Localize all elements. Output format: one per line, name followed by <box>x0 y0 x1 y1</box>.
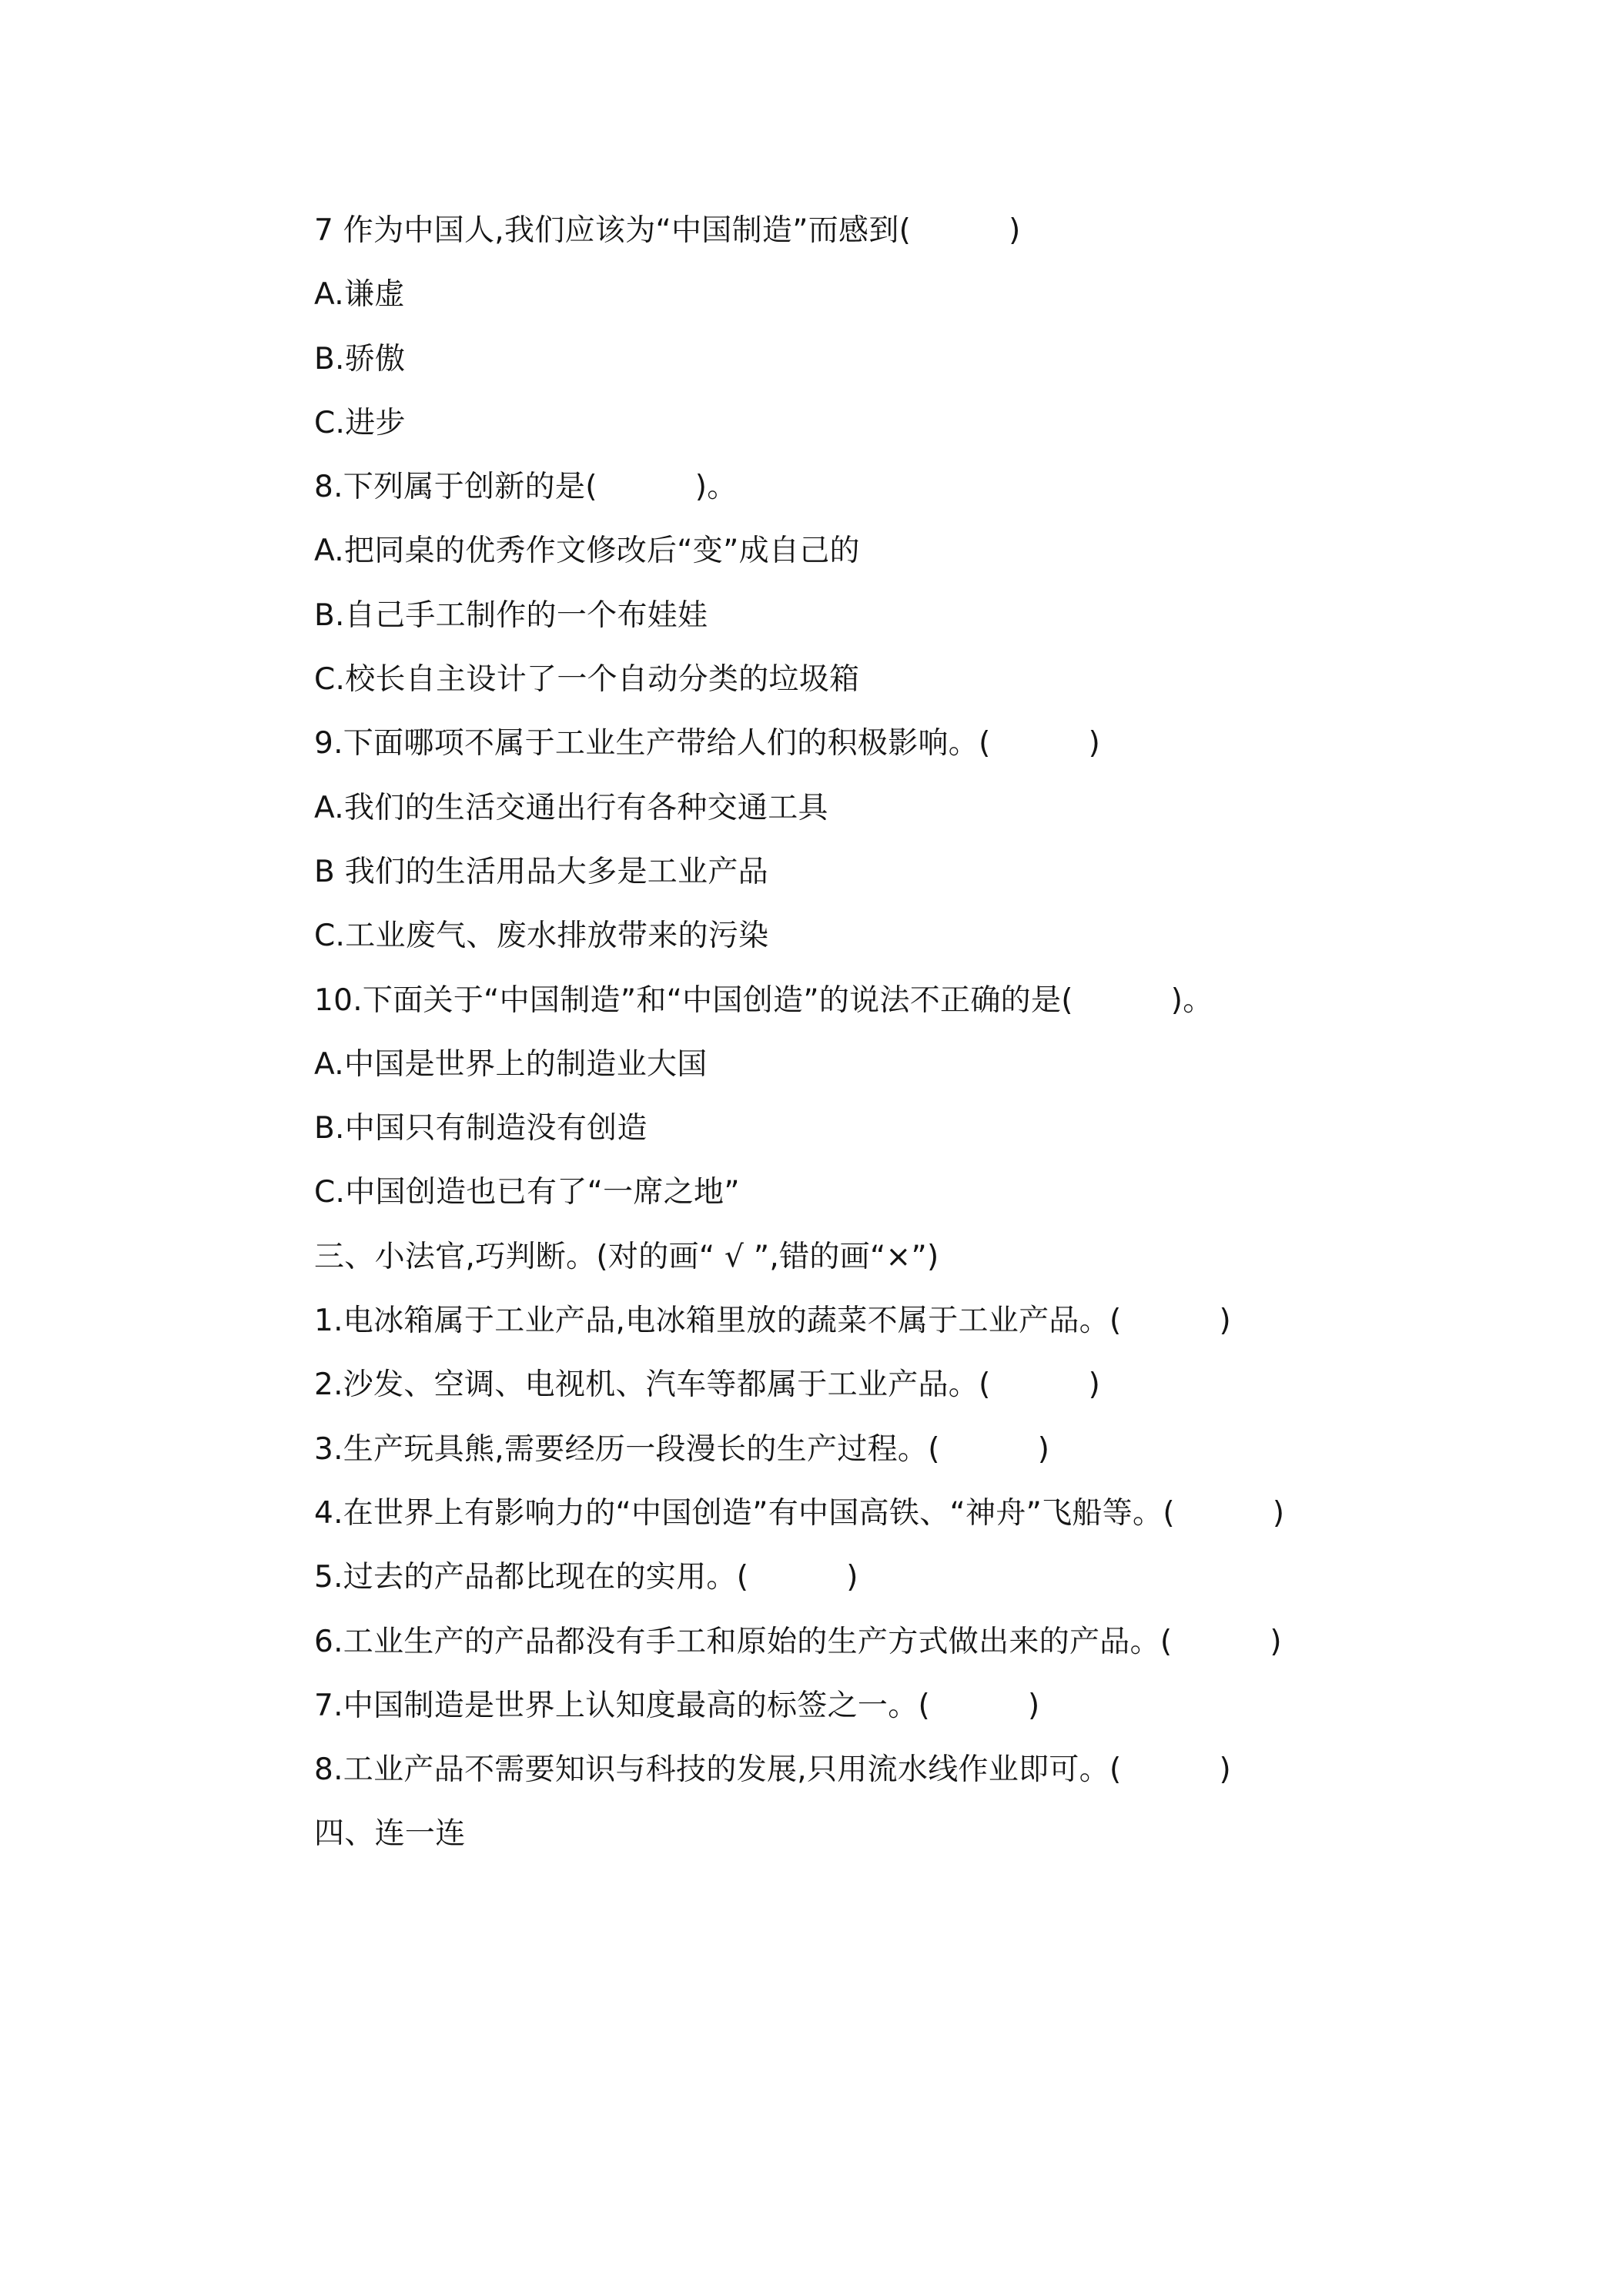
option-8c: C.校长自主设计了一个自动分类的垃圾箱 <box>314 662 860 698</box>
question-list <box>314 209 1577 1876</box>
judge-item-3: 3.生产玩具熊,需要经历一段漫长的生产过程。( ) <box>314 1431 1050 1467</box>
question-10: 10.下面关于“中国制造”和“中国创造”的说法不正确的是( )。 <box>314 982 1213 1018</box>
option-9b: B 我们的生活用品大多是工业产品 <box>314 854 768 889</box>
option-8a: A.把同桌的优秀作文修改后“变”成自己的 <box>314 534 860 569</box>
option-9a: A.我们的生活交通出行有各种交通工具 <box>314 790 828 825</box>
judge-item-8: 8.工业产品不需要知识与科技的发展,只用流水线作业即可。( ) <box>314 1752 1232 1788</box>
option-7a: A.谦虚 <box>314 277 405 313</box>
section-3-heading: 三、小法官,巧判断。(对的画“ √ ”,错的画“×”) <box>314 1239 939 1274</box>
judge-item-7: 7.中国制造是世界上认知度最高的标签之一。( ) <box>314 1688 1040 1723</box>
option-8b: B.自己手工制作的一个布娃娃 <box>314 597 708 633</box>
option-7c: C.进步 <box>314 405 406 440</box>
question-7: 7 作为中国人,我们应该为“中国制造”而感到( ) <box>314 213 1021 248</box>
judge-item-5: 5.过去的产品都比现在的实用。( ) <box>314 1560 858 1595</box>
option-9c: C.工业废气、废水排放带来的污染 <box>314 919 769 954</box>
judge-item-1: 1.电冰箱属于工业产品,电冰箱里放的蔬菜不属于工业产品。( ) <box>314 1304 1232 1339</box>
question-9: 9.下面哪项不属于工业生产带给人们的积极影响。( ) <box>314 726 1101 761</box>
judge-item-6: 6.工业生产的产品都没有手工和原始的生产方式做出来的产品。( ) <box>314 1624 1282 1659</box>
judge-item-2: 2.沙发、空调、电视机、汽车等都属于工业产品。( ) <box>314 1367 1101 1403</box>
option-7b: B.骄傲 <box>314 341 406 377</box>
section-4-heading: 四、连一连 <box>314 1816 466 1852</box>
option-10b: B.中国只有制造没有创造 <box>314 1111 648 1146</box>
judge-item-4: 4.在世界上有影响力的“中国创造”有中国高铁、“神舟”飞船等。( ) <box>314 1495 1285 1531</box>
option-10a: A.中国是世界上的制造业大国 <box>314 1046 708 1082</box>
option-10c: C.中国创造也已有了“一席之地” <box>314 1175 740 1210</box>
question-8: 8.下列属于创新的是( )。 <box>314 470 738 505</box>
